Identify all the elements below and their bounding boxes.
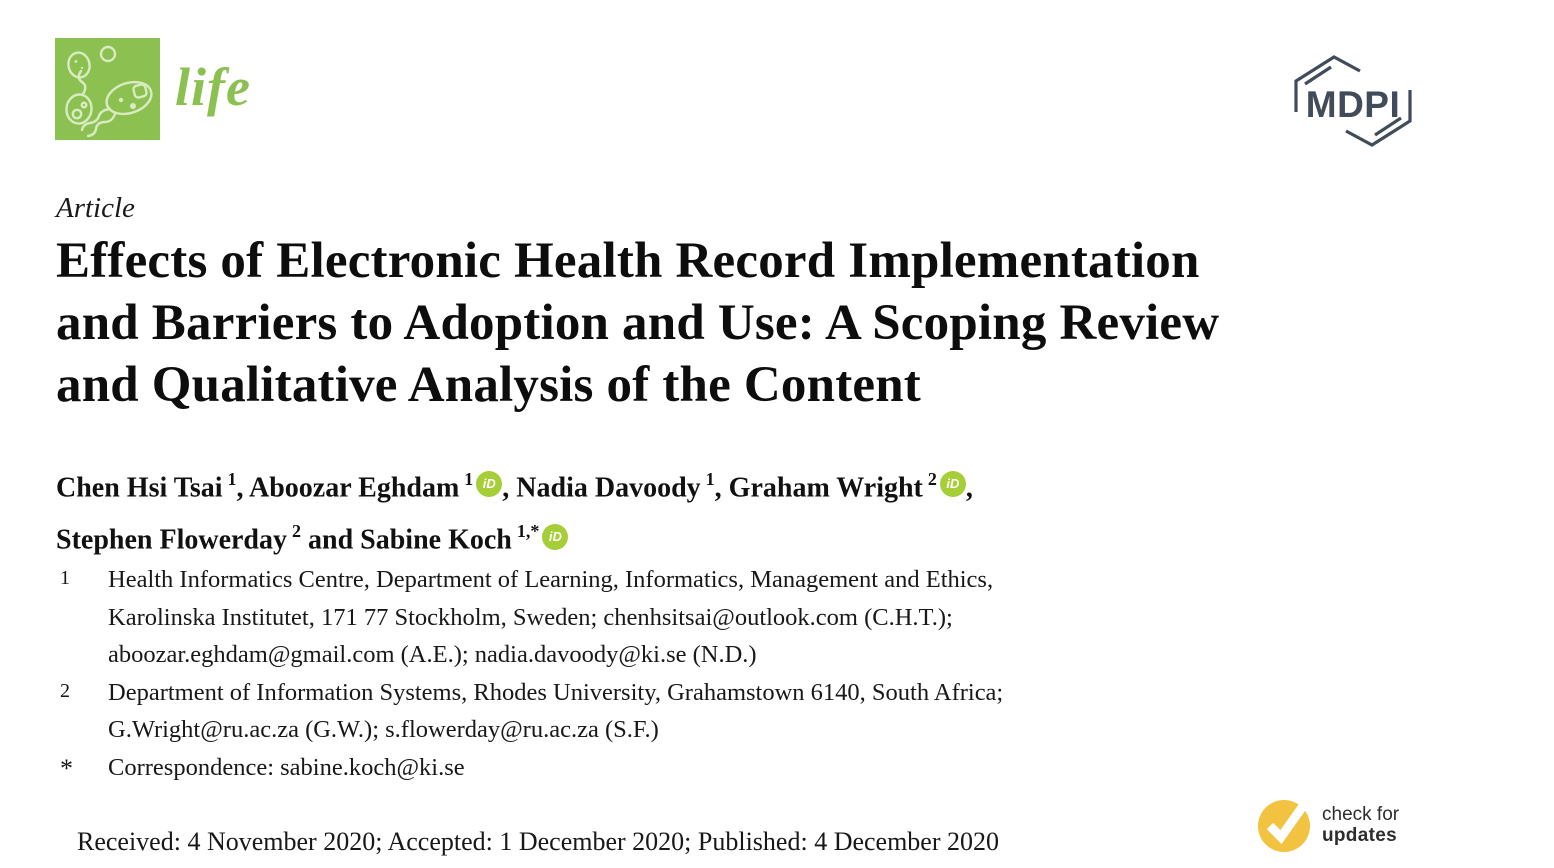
check-for-updates-badge[interactable] bbox=[1256, 793, 1399, 857]
article-type-label: Article bbox=[56, 192, 135, 224]
check-for-updates-label: check for updates bbox=[1322, 804, 1400, 846]
author-affiliation-sup: 1 bbox=[227, 469, 237, 489]
mdpi-logo[interactable] bbox=[1290, 53, 1416, 149]
author-name: Stephen Flowerday bbox=[56, 524, 287, 556]
publication-dates: Received: 4 November 2020; Accepted: 1 December 2020; Published: 4 December 2020 bbox=[77, 827, 1000, 856]
author-name: Graham Wright bbox=[728, 472, 923, 504]
affiliation-2 bbox=[56, 674, 1316, 749]
author-affiliation-sup: 2 bbox=[927, 469, 937, 489]
orcid-icon[interactable]: iD bbox=[940, 471, 966, 497]
life-wordmark: life bbox=[175, 57, 251, 117]
affiliation-line: aboozar.eghdam@gmail.com (A.E.); nadia.davoody@ki.se (N.D.) bbox=[108, 641, 757, 668]
author-name: Nadia Davoody bbox=[516, 472, 701, 504]
check-icon bbox=[1256, 793, 1318, 857]
affiliation-line: G.Wright@ru.ac.za (G.W.); s.flowerday@ru.ac.za (S.F.) bbox=[108, 716, 659, 743]
affiliation-line: Karolinska Institutet, 171 77 Stockholm, Sweden; chenhsitsai@outlook.com (C.H.T.); bbox=[108, 603, 953, 631]
title-line-3: and Qualitative Analysis of the Content bbox=[56, 357, 921, 413]
affiliation-line: Department of Information Systems, Rhodes University, Grahamstown 6140, South Africa; bbox=[108, 678, 1004, 706]
affiliation-block bbox=[56, 561, 1316, 789]
correspondence-line: Correspondence: sabine.koch@ki.se bbox=[108, 753, 465, 781]
mdpi-wordmark: MDPI bbox=[1305, 84, 1401, 125]
article-title bbox=[56, 230, 1476, 416]
author-name: Chen Hsi Tsai bbox=[56, 472, 223, 504]
orcid-icon[interactable]: iD bbox=[542, 524, 568, 550]
affiliation-1 bbox=[56, 561, 1316, 674]
affiliation-marker: 1 bbox=[60, 567, 70, 589]
life-logo-icon bbox=[55, 38, 160, 140]
author-affiliation-sup: 1,* bbox=[516, 521, 540, 542]
author-affiliation-sup: 1 bbox=[705, 469, 715, 489]
author-name: Sabine Koch bbox=[360, 524, 512, 556]
affiliation-marker: 2 bbox=[60, 679, 70, 702]
author-affiliation-sup: 2 bbox=[292, 521, 301, 542]
correspondence-row bbox=[56, 749, 1316, 789]
title-line-2: and Barriers to Adoption and Use: A Scoping Review bbox=[56, 295, 1220, 351]
affiliation-line: Health Informatics Centre, Department of Learning, Informatics, Management and Ethics, bbox=[108, 566, 994, 593]
author-affiliation-sup: 1 bbox=[464, 469, 474, 489]
correspondence-marker: * bbox=[60, 753, 73, 783]
orcid-icon[interactable]: iD bbox=[476, 471, 502, 497]
author-name: Aboozar Eghdam bbox=[249, 472, 460, 504]
title-line-1: Effects of Electronic Health Record Implementation bbox=[56, 233, 1200, 289]
author-list: Chen Hsi Tsai $^1$, Aboozar Eghdam $^1$ iD , Nadia Davoody $^1$, Graham Wright $^2$ iD , Stephen Flowerday $^2$ and Sabine Koch $^{1,*}$ iD bbox=[56, 469, 973, 556]
life-journal-logo[interactable] bbox=[55, 38, 251, 140]
